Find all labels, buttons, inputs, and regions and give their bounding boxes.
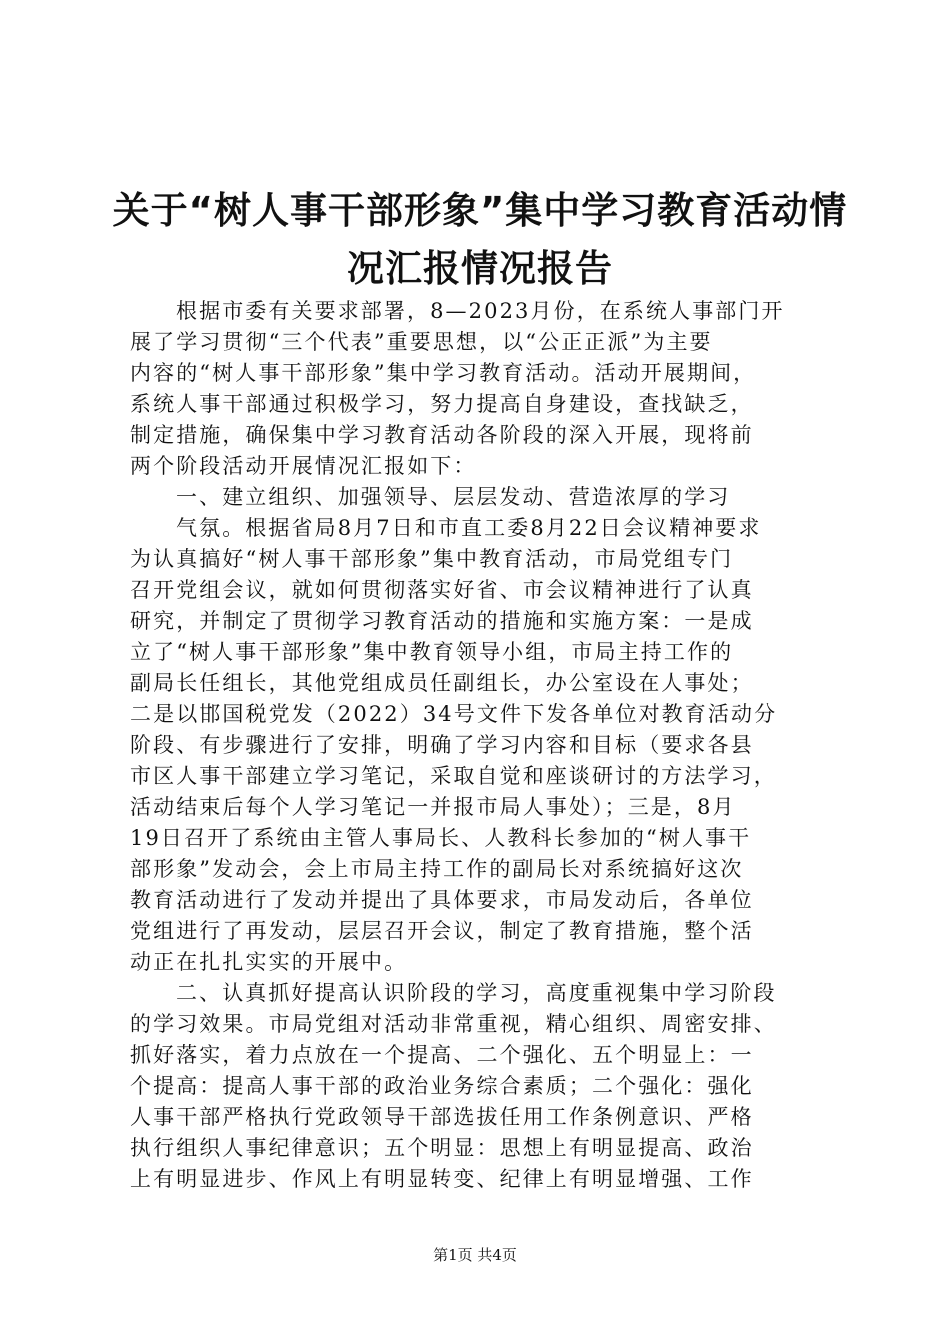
body-line: 活动结束后每个人学习笔记一并报市局人事处）；三是，8月 <box>130 795 736 819</box>
body-line: 制定措施，确保集中学习教育活动各阶段的深入开展，现将前 <box>130 423 754 447</box>
body-line: 上有明显进步、作风上有明显转变、纪律上有明显增强、工作 <box>130 1167 754 1191</box>
body-line: 党组进行了再发动，层层召开会议，制定了教育措施，整个活 <box>130 919 754 943</box>
body-line: 的学习效果。市局党组对活动非常重视，精心组织、周密安排、 <box>130 1012 777 1036</box>
body-line: 二是以邯国税党发（2022）34号文件下发各单位对教育活动分 <box>130 702 778 726</box>
body-line: 部形象”发动会，会上市局主持工作的副局长对系统搞好这次 <box>130 857 744 881</box>
body-line: 19日召开了系统由主管人事局长、人教科长参加的“树人事干 <box>130 826 752 850</box>
body-line: 气氛。根据省局8月7日和市直工委8月22日会议精神要求 <box>176 516 762 540</box>
body-line: 为认真搞好“树人事干部形象”集中教育活动，市局党组专门 <box>130 547 734 571</box>
body-line: 动正在扎扎实实的开展中。 <box>130 950 408 974</box>
document-title-line-2: 况汇报情况报告 <box>347 247 613 290</box>
body-line: 研究，并制定了贯彻学习教育活动的措施和实施方案：一是成 <box>130 609 754 633</box>
body-line: 内容的“树人事干部形象”集中学习教育活动。活动开展期间， <box>130 361 757 385</box>
body-line: 教育活动进行了发动并提出了具体要求，市局发动后，各单位 <box>130 888 754 912</box>
body-line: 市区人事干部建立学习笔记，采取自觉和座谈研讨的方法学习， <box>130 764 777 788</box>
body-line: 两个阶段活动开展情况汇报如下： <box>130 454 477 478</box>
body-line: 个提高：提高人事干部的政治业务综合素质；二个强化：强化 <box>130 1074 754 1098</box>
body-line: 一、建立组织、加强领导、层层发动、营造浓厚的学习 <box>176 485 731 509</box>
body-line: 立了“树人事干部形象”集中教育领导小组，市局主持工作的 <box>130 640 734 664</box>
body-line: 召开党组会议，就如何贯彻落实好省、市会议精神进行了认真 <box>130 578 754 602</box>
body-line: 阶段、有步骤进行了安排，明确了学习内容和目标（要求各县 <box>130 733 754 757</box>
body-line: 二、认真抓好提高认识阶段的学习，高度重视集中学习阶段 <box>176 981 777 1005</box>
body-line: 根据市委有关要求部署，8—2023月份，在系统人事部门开 <box>176 299 785 323</box>
body-line: 副局长任组长，其他党组成员任副组长，办公室设在人事处； <box>130 671 754 695</box>
body-line: 人事干部严格执行党政领导干部选拔任用工作条例意识、严格 <box>130 1105 754 1129</box>
body-line: 系统人事干部通过积极学习，努力提高自身建设，查找缺乏， <box>130 392 754 416</box>
body-line: 执行组织人事纪律意识；五个明显：思想上有明显提高、政治 <box>130 1136 754 1160</box>
page-number-footer: 第1页 共4页 <box>433 1246 517 1264</box>
document-title-line-1: 关于“树人事干部形象”集中学习教育活动情 <box>112 189 848 232</box>
body-line: 抓好落实，着力点放在一个提高、二个强化、五个明显上：一 <box>130 1043 754 1067</box>
body-line: 展了学习贯彻“三个代表”重要思想，以“公正正派”为主要 <box>130 330 713 354</box>
